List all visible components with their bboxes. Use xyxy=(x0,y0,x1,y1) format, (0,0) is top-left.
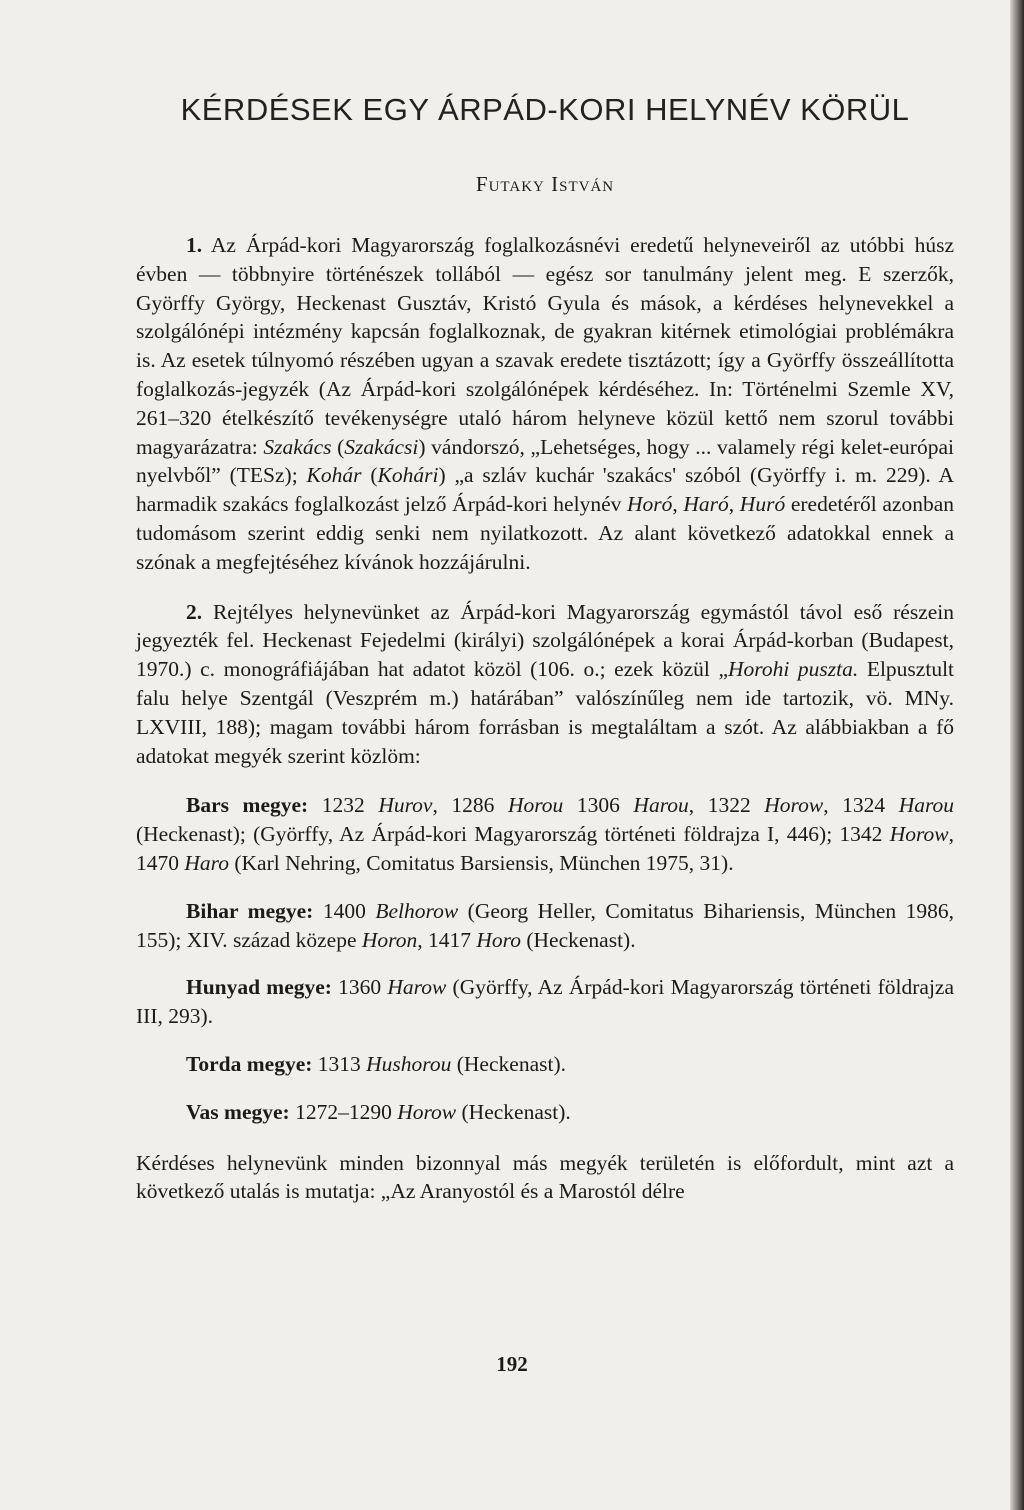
text-run: Rejtélyes helynevünket az Árpád-kori Magyarország egymástól távol eső részein jegyezték fel. Heckenast Fejedelmi (királyi) szolgálónépek a korai Árpád-korban (Budapest, 1970.) c. monográfiájában hat adatot közöl (106. o.; ezek közül „ xyxy=(136,599,954,682)
county-entry-bihar xyxy=(136,897,954,955)
placename: Kohár xyxy=(306,463,362,488)
placename: Hurov xyxy=(378,793,433,818)
county-entry-bars xyxy=(136,791,954,877)
placename: Horow xyxy=(889,822,949,847)
text-run: , 1322 xyxy=(688,793,765,818)
page-number: 192 xyxy=(496,1352,528,1376)
county-entry-hunyad xyxy=(136,973,954,1031)
placename: Belhorow xyxy=(375,898,459,923)
placename: Harou xyxy=(633,793,689,818)
text-run: eredetéről azonban tudomásom szerint eddig senki nem nyilatkozott. Az alant következő adatokkal ennek a szónak a megfejtéséhez kívánok hozzájárulni. xyxy=(136,492,954,574)
county-name: Torda megye: xyxy=(186,1051,313,1076)
text-run: (Heckenast); (Györffy, Az Árpád-kori Magyarország történeti földrajza I, 446); 1342 xyxy=(136,822,890,847)
text-run: , 1470 xyxy=(136,822,954,875)
text-run: Elpusztult falu helye Szentgál (Veszprém m.) határában” valószínűleg nem ide tartozik, vö. MNy. LXVIII, 188); magam további három forrásban is megtaláltam a szót. Az alábbiakban a fő adatokat megyék szerint közlöm: xyxy=(136,657,955,768)
placename: Horohi puszta. xyxy=(728,657,859,682)
text-run: , xyxy=(728,492,740,517)
section-2-paragraph xyxy=(136,598,954,771)
text-run: (Karl Nehring, Comitatus Barsiensis, München 1975, 31). xyxy=(228,850,734,875)
county-entry-torda xyxy=(136,1050,954,1079)
text-run: 1400 xyxy=(313,898,376,923)
placename: Harow xyxy=(387,975,447,1000)
text-run: ) vándorszó, „Lehetséges, hogy ... valamely régi kelet-európai nyelvből” (TESz); xyxy=(136,434,954,488)
text-run: 1232 xyxy=(308,793,379,818)
placename: Horow xyxy=(397,1099,457,1124)
placename: Horow xyxy=(764,793,824,818)
text-run: 1360 xyxy=(331,975,388,1000)
placename: Horon xyxy=(361,927,418,952)
placename: Szakács xyxy=(263,434,332,459)
placename: Horo xyxy=(476,927,521,952)
placename: Hushorou xyxy=(366,1051,452,1076)
section-number: 1. xyxy=(186,233,203,257)
placename: Kohári xyxy=(377,463,439,488)
text-run: , 1324 xyxy=(823,793,899,818)
text-run: (Heckenast). xyxy=(451,1051,566,1076)
text-run: (Georg Heller, Comitatus Bihariensis, München 1986, 155); XIV. század közepe xyxy=(136,898,955,952)
article xyxy=(136,92,954,1206)
county-name: Bars megye: xyxy=(186,793,309,818)
text-run: ( xyxy=(331,434,345,459)
text-run: (Györffy, Az Árpád-kori Magyarország történeti földrajza III, 293). xyxy=(136,975,955,1029)
text-run: 1272–1290 xyxy=(289,1099,398,1124)
placename: Szakácsi xyxy=(344,434,419,459)
county-name: Bihar megye: xyxy=(186,898,314,923)
author-name: Futaky István xyxy=(475,172,615,196)
text-run: , 1286 xyxy=(432,793,508,818)
text-run: (Heckenast). xyxy=(456,1099,571,1124)
county-name: Vas megye: xyxy=(186,1099,290,1124)
closing-paragraph: Kérdéses helynevünk minden bizonnyal más megyék területén is előfordult, mint azt a következő utalás is mutatja: „Az Aranyostól és a Marostól délre xyxy=(136,1150,954,1204)
text-run: , 1417 xyxy=(417,927,477,952)
section-1-paragraph xyxy=(136,231,954,577)
article-title: KÉRDÉSEK EGY ÁRPÁD-KORI HELYNÉV KÖRÜL xyxy=(180,92,910,127)
text-run: 1313 xyxy=(312,1051,367,1076)
page-edge-shadow xyxy=(1010,0,1024,1510)
placename: Horó xyxy=(626,492,673,517)
county-name: Hunyad megye: xyxy=(186,975,332,1000)
text-run: ) „a szláv kuchár 'szakács' szóból (Györffy i. m. 229). A harmadik szakács foglalkozást jelző Árpád-kori helynév xyxy=(136,463,954,517)
text-run: Az Árpád-kori Magyarország foglalkozásnévi eredetű helyneveiről az utóbbi húsz évben — többnyire történészek tollából — egész sor tanulmány jelent meg. E szerzők, Györffy György, Heckenast Gusztáv, Kristó Gyula és mások, a kérdéses helynevekkel a szolgálónépi intézmény kapcsán foglalkoznak, de gyakran kitérnek etimológiai problémákra is. Az esetek túlnyomó részében ugyan a szavak eredete tisztázott; így a Györffy összeállította foglalkozás-jegyzék (Az Árpád-kori szolgálónépek kérdéséhez. In: Történelmi Szemle XV, 261–320 ételkészítő tevékenységre utaló három helyneve közül kettő nem szorul további magyarázatra: xyxy=(136,233,954,459)
placename: Harou xyxy=(898,793,955,818)
text-run: 1306 xyxy=(563,793,634,818)
county-entry-vas xyxy=(136,1098,954,1127)
placename: Horou xyxy=(507,793,564,818)
placename: Haró xyxy=(683,492,729,517)
placename: Haro xyxy=(184,850,229,875)
text-run: (Heckenast). xyxy=(520,927,636,952)
text-run: , xyxy=(672,492,684,517)
placename: Huró xyxy=(739,492,786,517)
text-run: ( xyxy=(361,463,378,488)
section-number: 2. xyxy=(186,599,203,624)
